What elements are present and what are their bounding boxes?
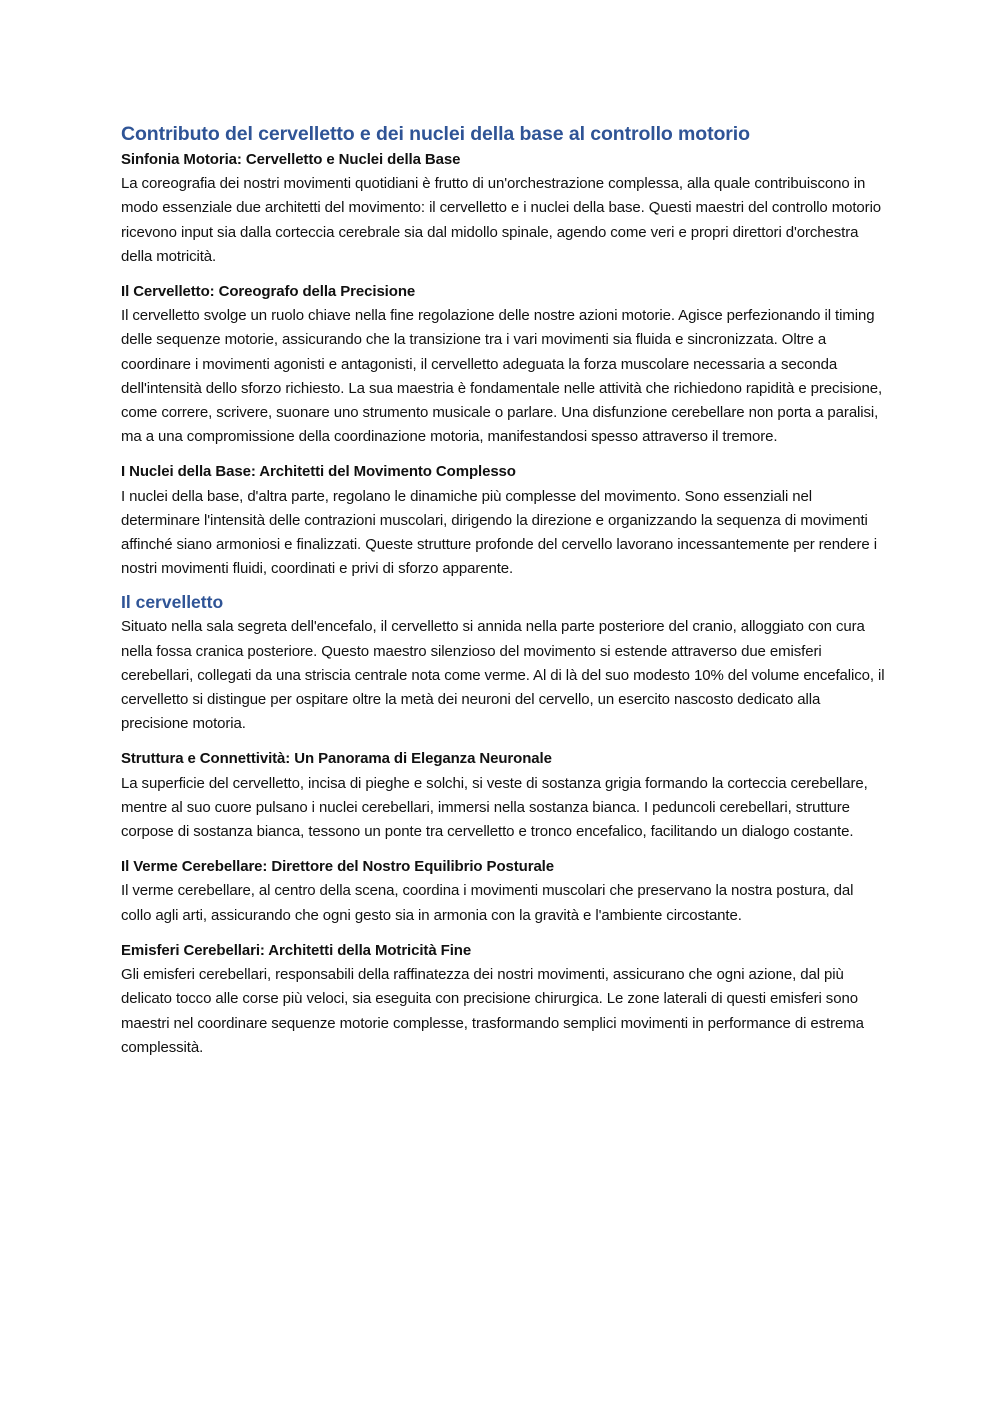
section-paragraph: La coreografia dei nostri movimenti quotidiani è frutto di un'orchestrazione complessa, alla quale contribuiscono in modo essenziale due architetti del movimento: il cervelletto e i nuclei della base. Questi maestri del controllo motorio ricevono input sia dalla corteccia cerebrale sia dal midollo spinale, agendo come veri e propri direttori d'orchestra della motricità.	[121, 175, 882, 265]
subsection-cervelletto	[121, 589, 886, 736]
section-paragraph: Gli emisferi cerebellari, responsabili della raffinatezza dei nostri movimenti, assicurano che ogni azione, dal più delicato tocco alle corse più veloci, sia eseguita con precisione chirurgica. Le zone laterali di questi emisferi sono maestri nel coordinare sequenze motorie complesse, trasformando semplici movimenti in performance di estrema complessità.	[121, 966, 864, 1056]
section-paragraph: I nuclei della base, d'altra parte, regolano le dinamiche più complesse del movimento. Sono essenziali nel determinare l'intensità delle contrazioni muscolari, dirigendo la direzione e organizzando la sequenza di movimenti affinché siano armoniosi e finalizzati. Queste strutture profonde del cervello lavorano incessantemente per rendere i nostri movimenti fluidi, coordinati e privi di sforzo apparente.	[121, 487, 877, 578]
section-coreografo-precisione	[121, 280, 886, 449]
section-paragraph: La superficie del cervelletto, incisa di pieghe e solchi, si veste di sostanza grigia formando la corteccia cerebellare, mentre al suo cuore pulsano i nuclei cerebellari, immersi nella sostanza bianca. I peduncoli cerebellari, strutture corpose di sostanza bianca, tessono un ponte tra cervelletto e tronco encefalico, facilitando un dialogo costante.	[121, 774, 868, 841]
document-title: Contributo del cervelletto e dei nuclei della base al controllo motorio	[121, 123, 750, 145]
section-struttura-connettivita	[121, 747, 886, 844]
section-paragraph: Il cervelletto svolge un ruolo chiave nella fine regolazione delle nostre azioni motorie. Agisce perfezionando il timing delle sequenze motorie, assicurando che la transizione tra i vari movimenti sia fluida e sincronizzata. Oltre a coordinare i movimenti agonisti e antagonisti, il cervelletto adeguata la forza muscolare necessaria a seconda dell'intensità dello sforzo richiesto. La sua maestria è fondamentale nelle attività che richiedono rapidità e precisione, come correre, scrivere, suonare uno strumento musicale o parlare. Una disfunzione cerebellare non porta a paralisi, ma a una compromissione della coordinazione motoria, manifestandosi spesso attraverso il tremore.	[121, 307, 883, 446]
section-verme-cerebellare	[121, 855, 886, 928]
section-paragraph: Il verme cerebellare, al centro della scena, coordina i movimenti muscolari che preservano la nostra postura, dal collo agli arti, assicurando che ogni gesto sia in armonia con la gravità e l'ambiente circostante.	[121, 882, 854, 924]
section-heading: I Nuclei della Base: Architetti del Movimento Complesso	[121, 463, 516, 481]
section-heading: Sinfonia Motoria: Cervelletto e Nuclei della Base	[121, 151, 461, 168]
section-heading: Emisferi Cerebellari: Architetti della Motricità Fine	[121, 941, 472, 959]
subsection-intro: Situato nella sala segreta dell'encefalo, il cervelletto si annida nella parte posteriore del cranio, alloggiato con cura nella fossa cranica posteriore. Questo maestro silenzioso del movimento si estende attraverso due emisferi cerebellari, collegati da una striscia centrale nota come verme. Al di là del suo modesto 10% del volume encefalico, il cervelletto si distingue per ospitare oltre la metà dei neuroni del cervello, un esercito nascosto dedicato alla precisione motoria.	[121, 618, 885, 733]
section-nuclei-base	[121, 460, 886, 581]
section-heading: Struttura e Connettività: Un Panorama di Eleganza Neuronale	[121, 750, 552, 768]
section-emisferi-cerebellari	[121, 939, 886, 1060]
section-heading: Il Cervelletto: Coreografo della Precisione	[121, 283, 416, 301]
section-heading: Il Verme Cerebellare: Direttore del Nostro Equilibrio Posturale	[121, 858, 554, 876]
document-page	[121, 120, 886, 1060]
subsection-title: Il cervelletto	[121, 592, 224, 613]
section-sinfonia-motoria	[121, 148, 886, 269]
